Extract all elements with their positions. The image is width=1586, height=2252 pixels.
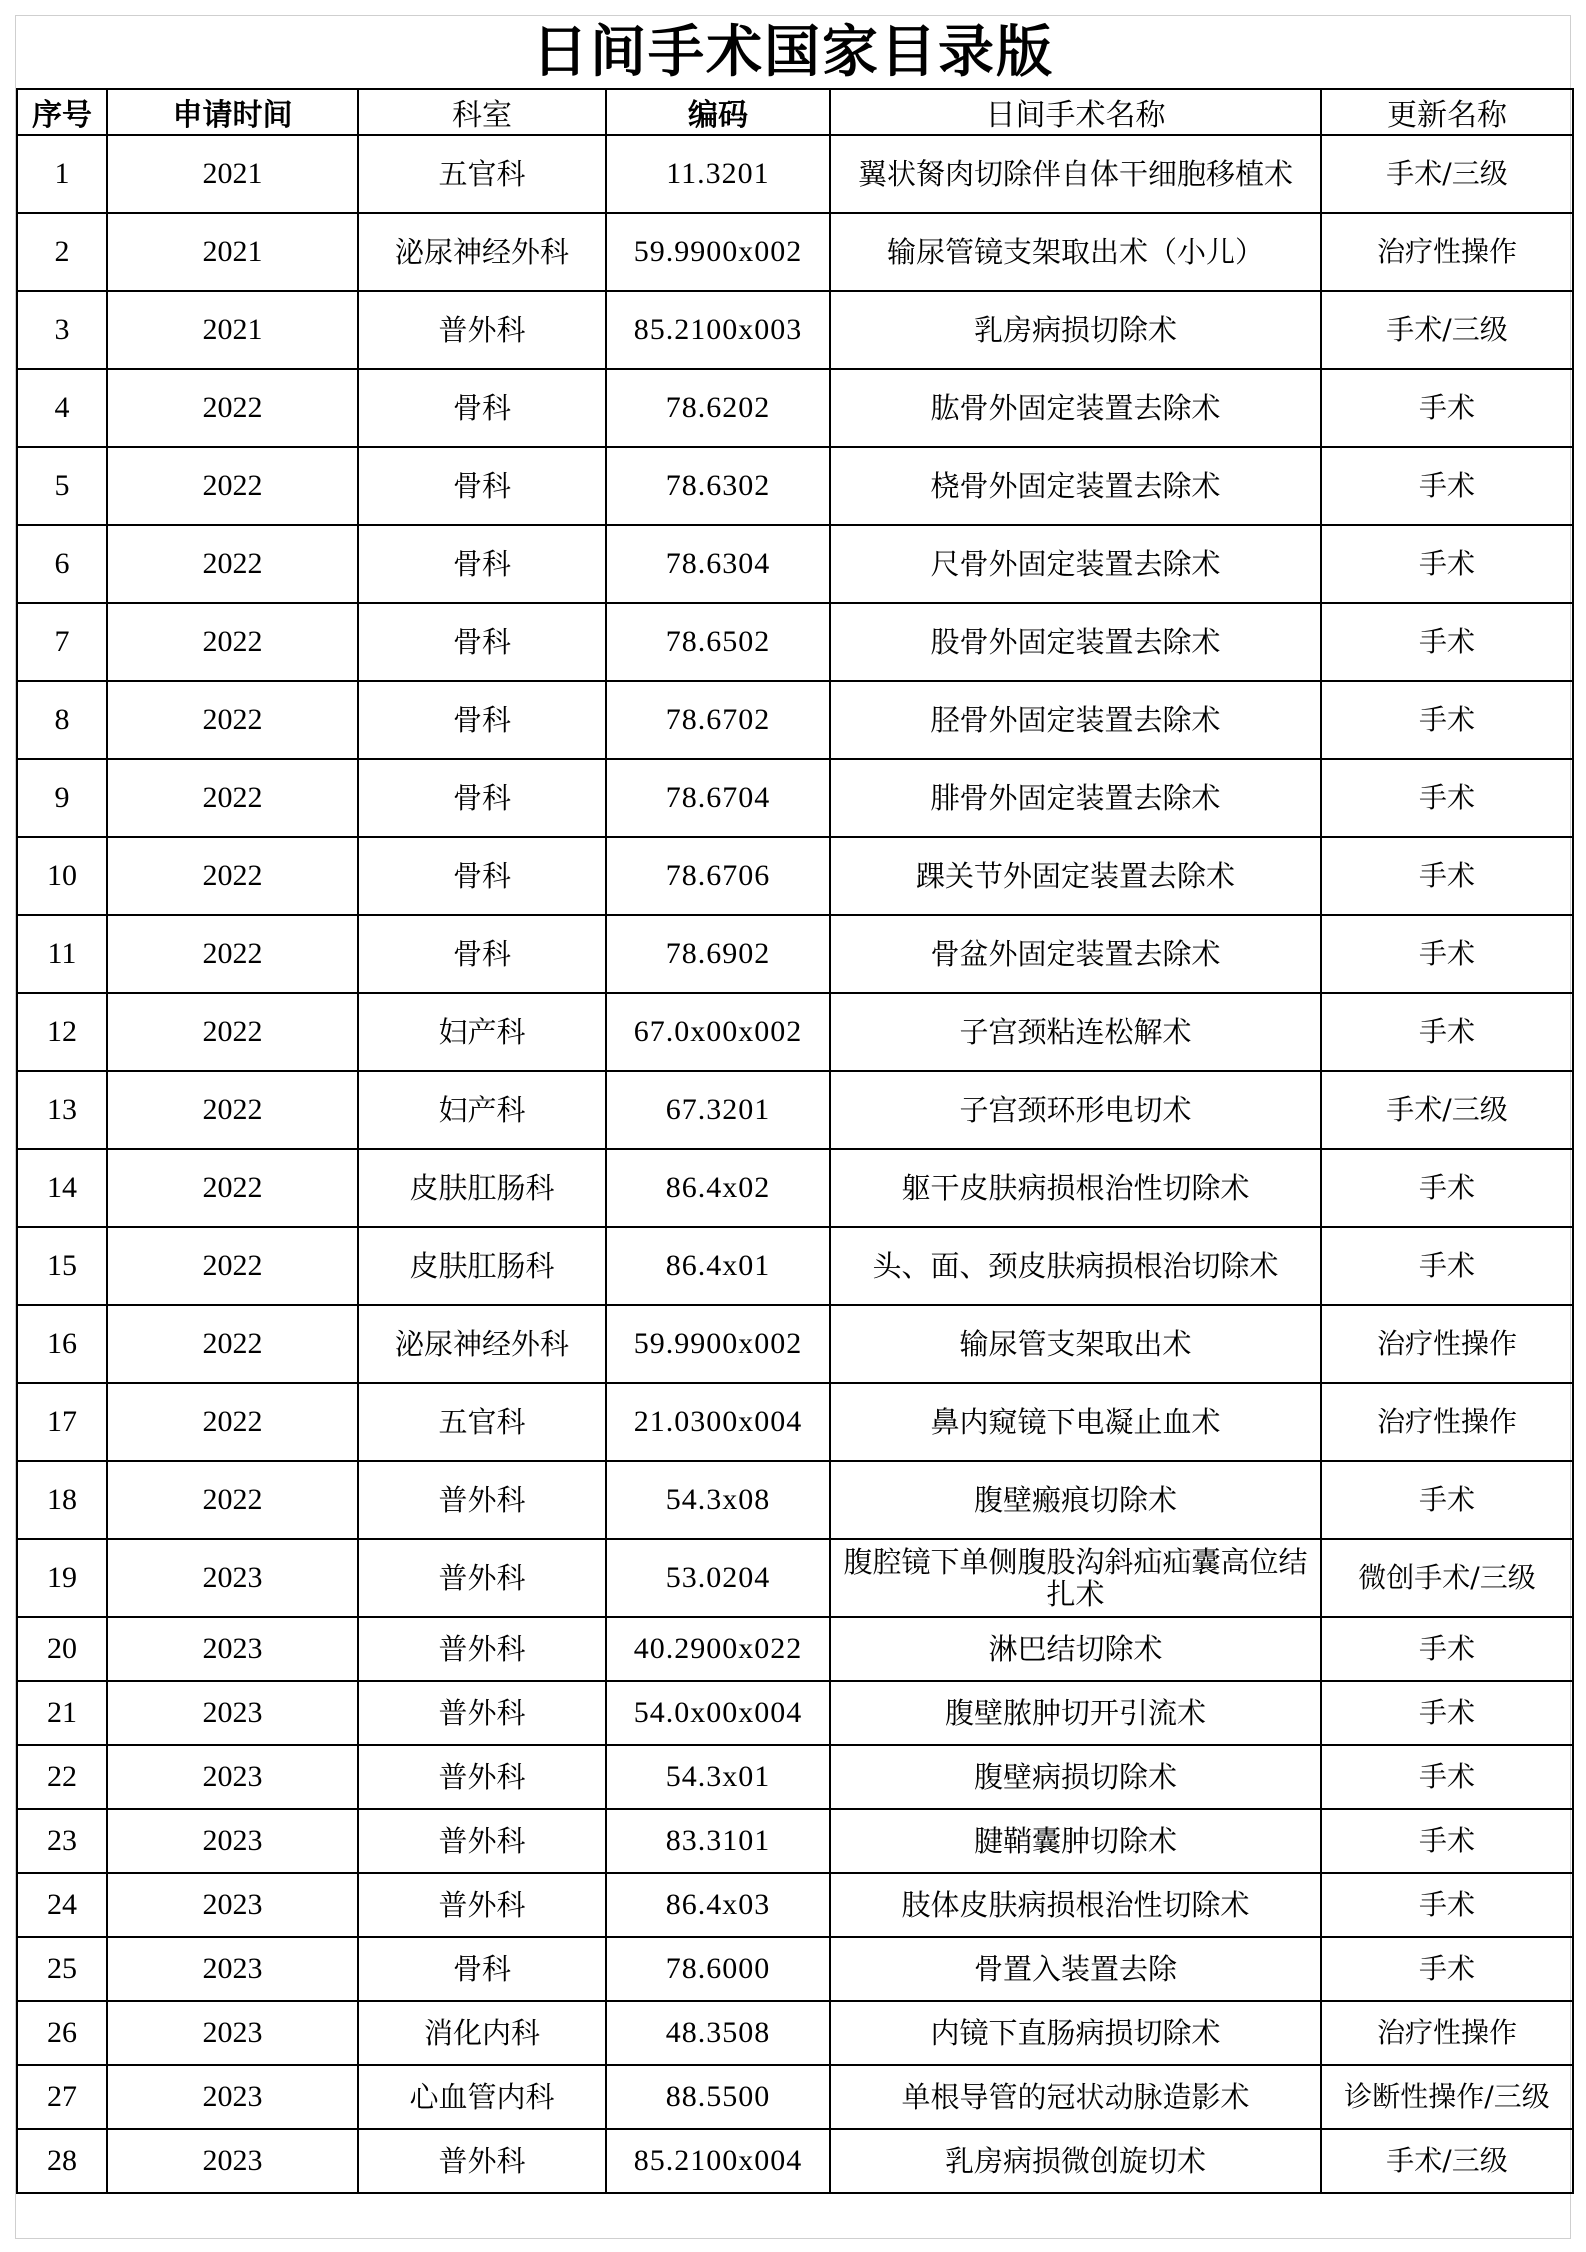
cell-update-name: 手术 — [1321, 1461, 1573, 1539]
cell-update-name: 手术 — [1321, 603, 1573, 681]
cell-department: 皮肤肛肠科 — [358, 1149, 606, 1227]
cell-code: 78.6000 — [606, 1937, 830, 2001]
cell-update-name: 手术 — [1321, 837, 1573, 915]
cell-department: 骨科 — [358, 1937, 606, 2001]
cell-surgery-name: 躯干皮肤病损根治性切除术 — [830, 1149, 1321, 1227]
cell-index: 6 — [17, 525, 107, 603]
cell-index: 8 — [17, 681, 107, 759]
cell-update-name: 手术 — [1321, 1617, 1573, 1681]
table-row — [17, 447, 1573, 525]
table-row — [17, 603, 1573, 681]
cell-index: 15 — [17, 1227, 107, 1305]
table-row — [17, 759, 1573, 837]
cell-apply-time: 2023 — [107, 1617, 358, 1681]
cell-index: 11 — [17, 915, 107, 993]
cell-department: 普外科 — [358, 1873, 606, 1937]
cell-surgery-name: 肢体皮肤病损根治性切除术 — [830, 1873, 1321, 1937]
table-row — [17, 1617, 1573, 1681]
cell-code: 78.6704 — [606, 759, 830, 837]
cell-code: 88.5500 — [606, 2065, 830, 2129]
cell-department: 泌尿神经外科 — [358, 1305, 606, 1383]
cell-apply-time: 2021 — [107, 213, 358, 291]
cell-index: 18 — [17, 1461, 107, 1539]
header-cell-apply-time: 申请时间 — [107, 89, 358, 135]
cell-surgery-name: 尺骨外固定装置去除术 — [830, 525, 1321, 603]
cell-code: 67.0x00x002 — [606, 993, 830, 1071]
cell-department: 普外科 — [358, 1681, 606, 1745]
cell-code: 78.6706 — [606, 837, 830, 915]
cell-apply-time: 2022 — [107, 915, 358, 993]
cell-update-name: 手术 — [1321, 369, 1573, 447]
cell-apply-time: 2022 — [107, 1227, 358, 1305]
cell-update-name: 手术 — [1321, 1681, 1573, 1745]
cell-department: 骨科 — [358, 603, 606, 681]
cell-surgery-name: 子宫颈粘连松解术 — [830, 993, 1321, 1071]
table-row — [17, 1461, 1573, 1539]
cell-department: 皮肤肛肠科 — [358, 1227, 606, 1305]
cell-code: 21.0300x004 — [606, 1383, 830, 1461]
cell-update-name: 手术 — [1321, 759, 1573, 837]
cell-index: 19 — [17, 1539, 107, 1617]
cell-surgery-name: 内镜下直肠病损切除术 — [830, 2001, 1321, 2065]
table-row — [17, 1071, 1573, 1149]
cell-code: 86.4x01 — [606, 1227, 830, 1305]
header-cell-index: 序号 — [17, 89, 107, 135]
cell-index: 21 — [17, 1681, 107, 1745]
cell-code: 40.2900x022 — [606, 1617, 830, 1681]
cell-department: 消化内科 — [358, 2001, 606, 2065]
cell-update-name: 手术 — [1321, 1873, 1573, 1937]
cell-update-name: 手术 — [1321, 1809, 1573, 1873]
cell-apply-time: 2023 — [107, 1539, 358, 1617]
table-row — [17, 1149, 1573, 1227]
cell-code: 78.6702 — [606, 681, 830, 759]
cell-apply-time: 2021 — [107, 291, 358, 369]
cell-surgery-name: 踝关节外固定装置去除术 — [830, 837, 1321, 915]
cell-update-name: 治疗性操作 — [1321, 213, 1573, 291]
cell-code: 54.0x00x004 — [606, 1681, 830, 1745]
cell-update-name: 手术 — [1321, 1745, 1573, 1809]
cell-department: 普外科 — [358, 1809, 606, 1873]
cell-code: 54.3x08 — [606, 1461, 830, 1539]
cell-surgery-name: 鼻内窥镜下电凝止血术 — [830, 1383, 1321, 1461]
cell-index: 25 — [17, 1937, 107, 2001]
table-row — [17, 681, 1573, 759]
cell-code: 86.4x02 — [606, 1149, 830, 1227]
cell-apply-time: 2023 — [107, 1681, 358, 1745]
cell-department: 骨科 — [358, 369, 606, 447]
cell-surgery-name: 腱鞘囊肿切除术 — [830, 1809, 1321, 1873]
cell-code: 85.2100x004 — [606, 2129, 830, 2193]
cell-code: 53.0204 — [606, 1539, 830, 1617]
cell-update-name: 诊断性操作/三级 — [1321, 2065, 1573, 2129]
cell-update-name: 治疗性操作 — [1321, 1383, 1573, 1461]
cell-code: 85.2100x003 — [606, 291, 830, 369]
cell-code: 78.6202 — [606, 369, 830, 447]
cell-surgery-name: 单根导管的冠状动脉造影术 — [830, 2065, 1321, 2129]
cell-department: 妇产科 — [358, 1071, 606, 1149]
cell-index: 2 — [17, 213, 107, 291]
cell-index: 28 — [17, 2129, 107, 2193]
cell-apply-time: 2022 — [107, 1305, 358, 1383]
cell-update-name: 微创手术/三级 — [1321, 1539, 1573, 1617]
cell-index: 27 — [17, 2065, 107, 2129]
cell-department: 骨科 — [358, 681, 606, 759]
header-cell-department: 科室 — [358, 89, 606, 135]
cell-department: 普外科 — [358, 1539, 606, 1617]
table-row — [17, 1681, 1573, 1745]
cell-index: 20 — [17, 1617, 107, 1681]
cell-surgery-name: 骨置入装置去除 — [830, 1937, 1321, 2001]
cell-update-name: 手术 — [1321, 525, 1573, 603]
document-title: 日间手术国家目录版 — [532, 19, 1054, 85]
table-row — [17, 135, 1573, 213]
cell-surgery-name: 腹壁病损切除术 — [830, 1745, 1321, 1809]
cell-department: 普外科 — [358, 1461, 606, 1539]
header-cell-code: 编码 — [606, 89, 830, 135]
header-cell-surgery-name: 日间手术名称 — [830, 89, 1321, 135]
cell-index: 13 — [17, 1071, 107, 1149]
cell-surgery-name: 腹壁瘢痕切除术 — [830, 1461, 1321, 1539]
cell-apply-time: 2022 — [107, 525, 358, 603]
cell-update-name: 手术 — [1321, 447, 1573, 525]
cell-index: 3 — [17, 291, 107, 369]
cell-apply-time: 2022 — [107, 993, 358, 1071]
cell-index: 16 — [17, 1305, 107, 1383]
cell-apply-time: 2022 — [107, 447, 358, 525]
cell-apply-time: 2023 — [107, 1873, 358, 1937]
cell-apply-time: 2022 — [107, 1071, 358, 1149]
cell-update-name: 手术/三级 — [1321, 2129, 1573, 2193]
cell-department: 心血管内科 — [358, 2065, 606, 2129]
cell-code: 86.4x03 — [606, 1873, 830, 1937]
cell-apply-time: 2022 — [107, 603, 358, 681]
table-row — [17, 291, 1573, 369]
cell-surgery-name: 头、面、颈皮肤病损根治切除术 — [830, 1227, 1321, 1305]
header-cell-update-name: 更新名称 — [1321, 89, 1573, 135]
cell-code: 78.6502 — [606, 603, 830, 681]
header-row — [17, 89, 1573, 135]
cell-apply-time: 2023 — [107, 2001, 358, 2065]
cell-surgery-name: 输尿管支架取出术 — [830, 1305, 1321, 1383]
cell-surgery-name: 子宫颈环形电切术 — [830, 1071, 1321, 1149]
cell-apply-time: 2023 — [107, 1937, 358, 2001]
cell-surgery-name: 乳房病损微创旋切术 — [830, 2129, 1321, 2193]
table-row — [17, 2001, 1573, 2065]
cell-surgery-name: 腹壁脓肿切开引流术 — [830, 1681, 1321, 1745]
cell-surgery-name: 骨盆外固定装置去除术 — [830, 915, 1321, 993]
cell-code: 78.6304 — [606, 525, 830, 603]
cell-code: 67.3201 — [606, 1071, 830, 1149]
cell-department: 骨科 — [358, 837, 606, 915]
cell-index: 10 — [17, 837, 107, 915]
cell-update-name: 手术 — [1321, 1227, 1573, 1305]
cell-department: 五官科 — [358, 1383, 606, 1461]
cell-apply-time: 2023 — [107, 1809, 358, 1873]
table-row — [17, 1937, 1573, 2001]
cell-update-name: 手术 — [1321, 1937, 1573, 2001]
cell-index: 22 — [17, 1745, 107, 1809]
cell-department: 普外科 — [358, 291, 606, 369]
cell-apply-time: 2023 — [107, 2065, 358, 2129]
cell-surgery-name: 腓骨外固定装置去除术 — [830, 759, 1321, 837]
table-row — [17, 993, 1573, 1071]
cell-index: 5 — [17, 447, 107, 525]
cell-code: 59.9900x002 — [606, 213, 830, 291]
cell-apply-time: 2022 — [107, 759, 358, 837]
cell-department: 五官科 — [358, 135, 606, 213]
table-row — [17, 1383, 1573, 1461]
table-row — [17, 1745, 1573, 1809]
cell-apply-time: 2022 — [107, 1383, 358, 1461]
cell-department: 普外科 — [358, 1745, 606, 1809]
cell-update-name: 治疗性操作 — [1321, 2001, 1573, 2065]
cell-apply-time: 2022 — [107, 1461, 358, 1539]
cell-update-name: 治疗性操作 — [1321, 1305, 1573, 1383]
cell-surgery-name: 输尿管镜支架取出术（小儿） — [830, 213, 1321, 291]
cell-update-name: 手术/三级 — [1321, 291, 1573, 369]
cell-code: 54.3x01 — [606, 1745, 830, 1809]
surgery-catalog-table — [16, 88, 1574, 2194]
cell-apply-time: 2022 — [107, 1149, 358, 1227]
cell-surgery-name: 桡骨外固定装置去除术 — [830, 447, 1321, 525]
cell-department: 泌尿神经外科 — [358, 213, 606, 291]
table-row — [17, 2065, 1573, 2129]
cell-update-name: 手术 — [1321, 681, 1573, 759]
cell-index: 14 — [17, 1149, 107, 1227]
cell-department: 骨科 — [358, 915, 606, 993]
cell-apply-time: 2023 — [107, 2129, 358, 2193]
cell-index: 4 — [17, 369, 107, 447]
cell-department: 骨科 — [358, 447, 606, 525]
table-row — [17, 213, 1573, 291]
cell-update-name: 手术/三级 — [1321, 1071, 1573, 1149]
table-row — [17, 915, 1573, 993]
cell-surgery-name: 股骨外固定装置去除术 — [830, 603, 1321, 681]
cell-index: 12 — [17, 993, 107, 1071]
cell-surgery-name: 胫骨外固定装置去除术 — [830, 681, 1321, 759]
cell-apply-time: 2022 — [107, 681, 358, 759]
cell-department: 妇产科 — [358, 993, 606, 1071]
cell-update-name: 手术 — [1321, 1149, 1573, 1227]
cell-index: 9 — [17, 759, 107, 837]
table-row — [17, 1305, 1573, 1383]
cell-code: 83.3101 — [606, 1809, 830, 1873]
cell-code: 48.3508 — [606, 2001, 830, 2065]
cell-index: 7 — [17, 603, 107, 681]
cell-surgery-name: 翼状胬肉切除伴自体干细胞移植术 — [830, 135, 1321, 213]
cell-surgery-name: 淋巴结切除术 — [830, 1617, 1321, 1681]
table-row — [17, 1539, 1573, 1617]
cell-code: 11.3201 — [606, 135, 830, 213]
table-row — [17, 525, 1573, 603]
table-row — [17, 1809, 1573, 1873]
cell-department: 普外科 — [358, 1617, 606, 1681]
cell-department: 普外科 — [358, 2129, 606, 2193]
cell-index: 1 — [17, 135, 107, 213]
table-row — [17, 1873, 1573, 1937]
cell-apply-time: 2023 — [107, 1745, 358, 1809]
cell-surgery-name: 腹腔镜下单侧腹股沟斜疝疝囊高位结扎术 — [830, 1539, 1321, 1617]
cell-index: 23 — [17, 1809, 107, 1873]
cell-code: 59.9900x002 — [606, 1305, 830, 1383]
cell-code: 78.6902 — [606, 915, 830, 993]
table-row — [17, 2129, 1573, 2193]
cell-department: 骨科 — [358, 759, 606, 837]
cell-update-name: 手术 — [1321, 915, 1573, 993]
cell-code: 78.6302 — [606, 447, 830, 525]
cell-apply-time: 2022 — [107, 369, 358, 447]
cell-surgery-name: 肱骨外固定装置去除术 — [830, 369, 1321, 447]
cell-index: 17 — [17, 1383, 107, 1461]
cell-apply-time: 2021 — [107, 135, 358, 213]
cell-surgery-name: 乳房病损切除术 — [830, 291, 1321, 369]
table-row — [17, 1227, 1573, 1305]
spreadsheet-sheet — [15, 15, 1571, 2239]
cell-index: 26 — [17, 2001, 107, 2065]
table-row — [17, 837, 1573, 915]
cell-update-name: 手术 — [1321, 993, 1573, 1071]
cell-update-name: 手术/三级 — [1321, 135, 1573, 213]
table-row — [17, 369, 1573, 447]
cell-department: 骨科 — [358, 525, 606, 603]
cell-apply-time: 2022 — [107, 837, 358, 915]
cell-index: 24 — [17, 1873, 107, 1937]
